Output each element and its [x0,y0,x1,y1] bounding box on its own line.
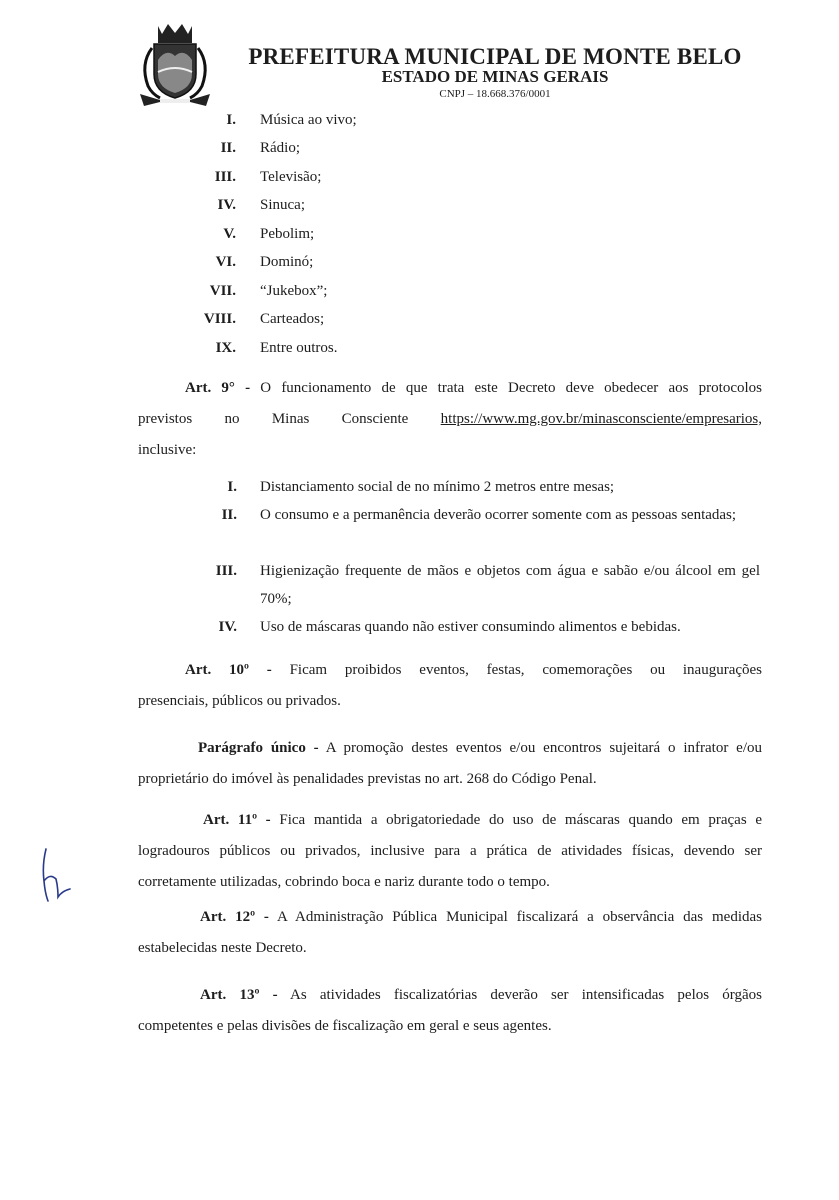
handwritten-initial-icon [38,845,78,905]
paragrafo-unico [138,733,762,795]
article-text: corretamente utilizadas, cobrindo boca e nariz durante todo o tempo. [138,874,550,890]
header-title: PREFEITURA MUNICIPAL DE MONTE BELO [248,44,742,69]
article-label: Art. 10º - [185,662,272,678]
article-label: Art. 13º - [200,987,278,1003]
list-text: Música ao vivo; [260,112,357,128]
list-text: Pebolim; [260,226,315,242]
list-numeral: II. [220,140,236,156]
article-text: logradouros públicos ou privados, inclusive para a prática de atividades físicas, devendo ser [138,843,762,859]
article-text: proprietário do imóvel às penalidades previstas no art. 268 do Código Penal. [138,771,597,787]
article-text: previstos no Minas Consciente [138,411,409,427]
list-numeral: I. [226,112,236,128]
list-numeral: IV. [217,197,236,213]
article-label: Art. 9° - [185,380,251,396]
article-label: Art. 12º - [200,909,269,925]
article-11 [138,805,762,898]
minas-consciente-link[interactable]: https://www.mg.gov.br/minasconsciente/empresarios, [440,411,762,427]
list-numeral: IV. [218,619,237,635]
header-cnpj: CNPJ – 18.668.376/0001 [439,88,551,100]
list-numeral: IX. [215,340,236,356]
header-subtitle: ESTADO DE MINAS GERAIS [381,67,609,86]
list-text: Distanciamento social de no mínimo 2 metros entre mesas; [260,479,615,495]
list-text: Sinuca; [260,197,305,213]
list-numeral: III. [214,169,236,185]
article-text: A Administração Pública Municipal fiscalizará a observância das medidas [276,909,762,925]
article-text: Fica mantida a obrigatoriedade do uso de máscaras quando em praças e [279,812,762,828]
article-text: estabelecidas neste Decreto. [138,940,307,956]
article-text: competentes e pelas divisões de fiscalização em geral e seus agentes. [138,1018,552,1034]
list-numeral: VI. [215,254,236,270]
article-text: Ficam proibidos eventos, festas, comemorações ou inaugurações [289,662,763,678]
list-text: “Jukebox”; [260,283,328,299]
list-text: O consumo e a permanência deverão ocorrer somente com as pessoas sentadas; [260,507,737,523]
municipal-coat-of-arms-icon [136,20,214,108]
list-numeral: V. [223,226,236,242]
article-label: Parágrafo único - [198,740,319,756]
article-text: inclusive: [138,442,197,458]
list-numeral: III. [215,563,237,579]
article-text: presenciais, públicos ou privados. [138,693,341,709]
article-label: Art. 11º - [203,812,271,828]
list-text: Televisão; [260,169,322,185]
list-numeral: VIII. [203,311,236,327]
list-text: Entre outros. [260,340,338,356]
article-13 [138,980,762,1042]
list-text: Higienização frequente de mãos e objetos com água e sabão e/ou álcool em gel 70%; [260,563,760,607]
list-text: Carteados; [260,311,325,327]
article-text: O funcionamento de que trata este Decreto deve obedecer aos protocolos [260,380,762,396]
list-numeral: I. [227,479,237,495]
list-text: Dominó; [260,254,314,270]
list-text: Rádio; [260,140,300,156]
article-text: As atividades fiscalizatórias deverão ser intensificadas pelos órgãos [289,987,762,1003]
list-numeral: VII. [209,283,236,299]
article-text: A promoção destes eventos e/ou encontros sujeitará o infrator e/ou [325,740,762,756]
list-numeral: II. [221,507,237,523]
article-9 [138,373,762,466]
article-12 [138,902,762,964]
article-10 [138,655,762,717]
list-text: Uso de máscaras quando não estiver consumindo alimentos e bebidas. [260,619,681,635]
